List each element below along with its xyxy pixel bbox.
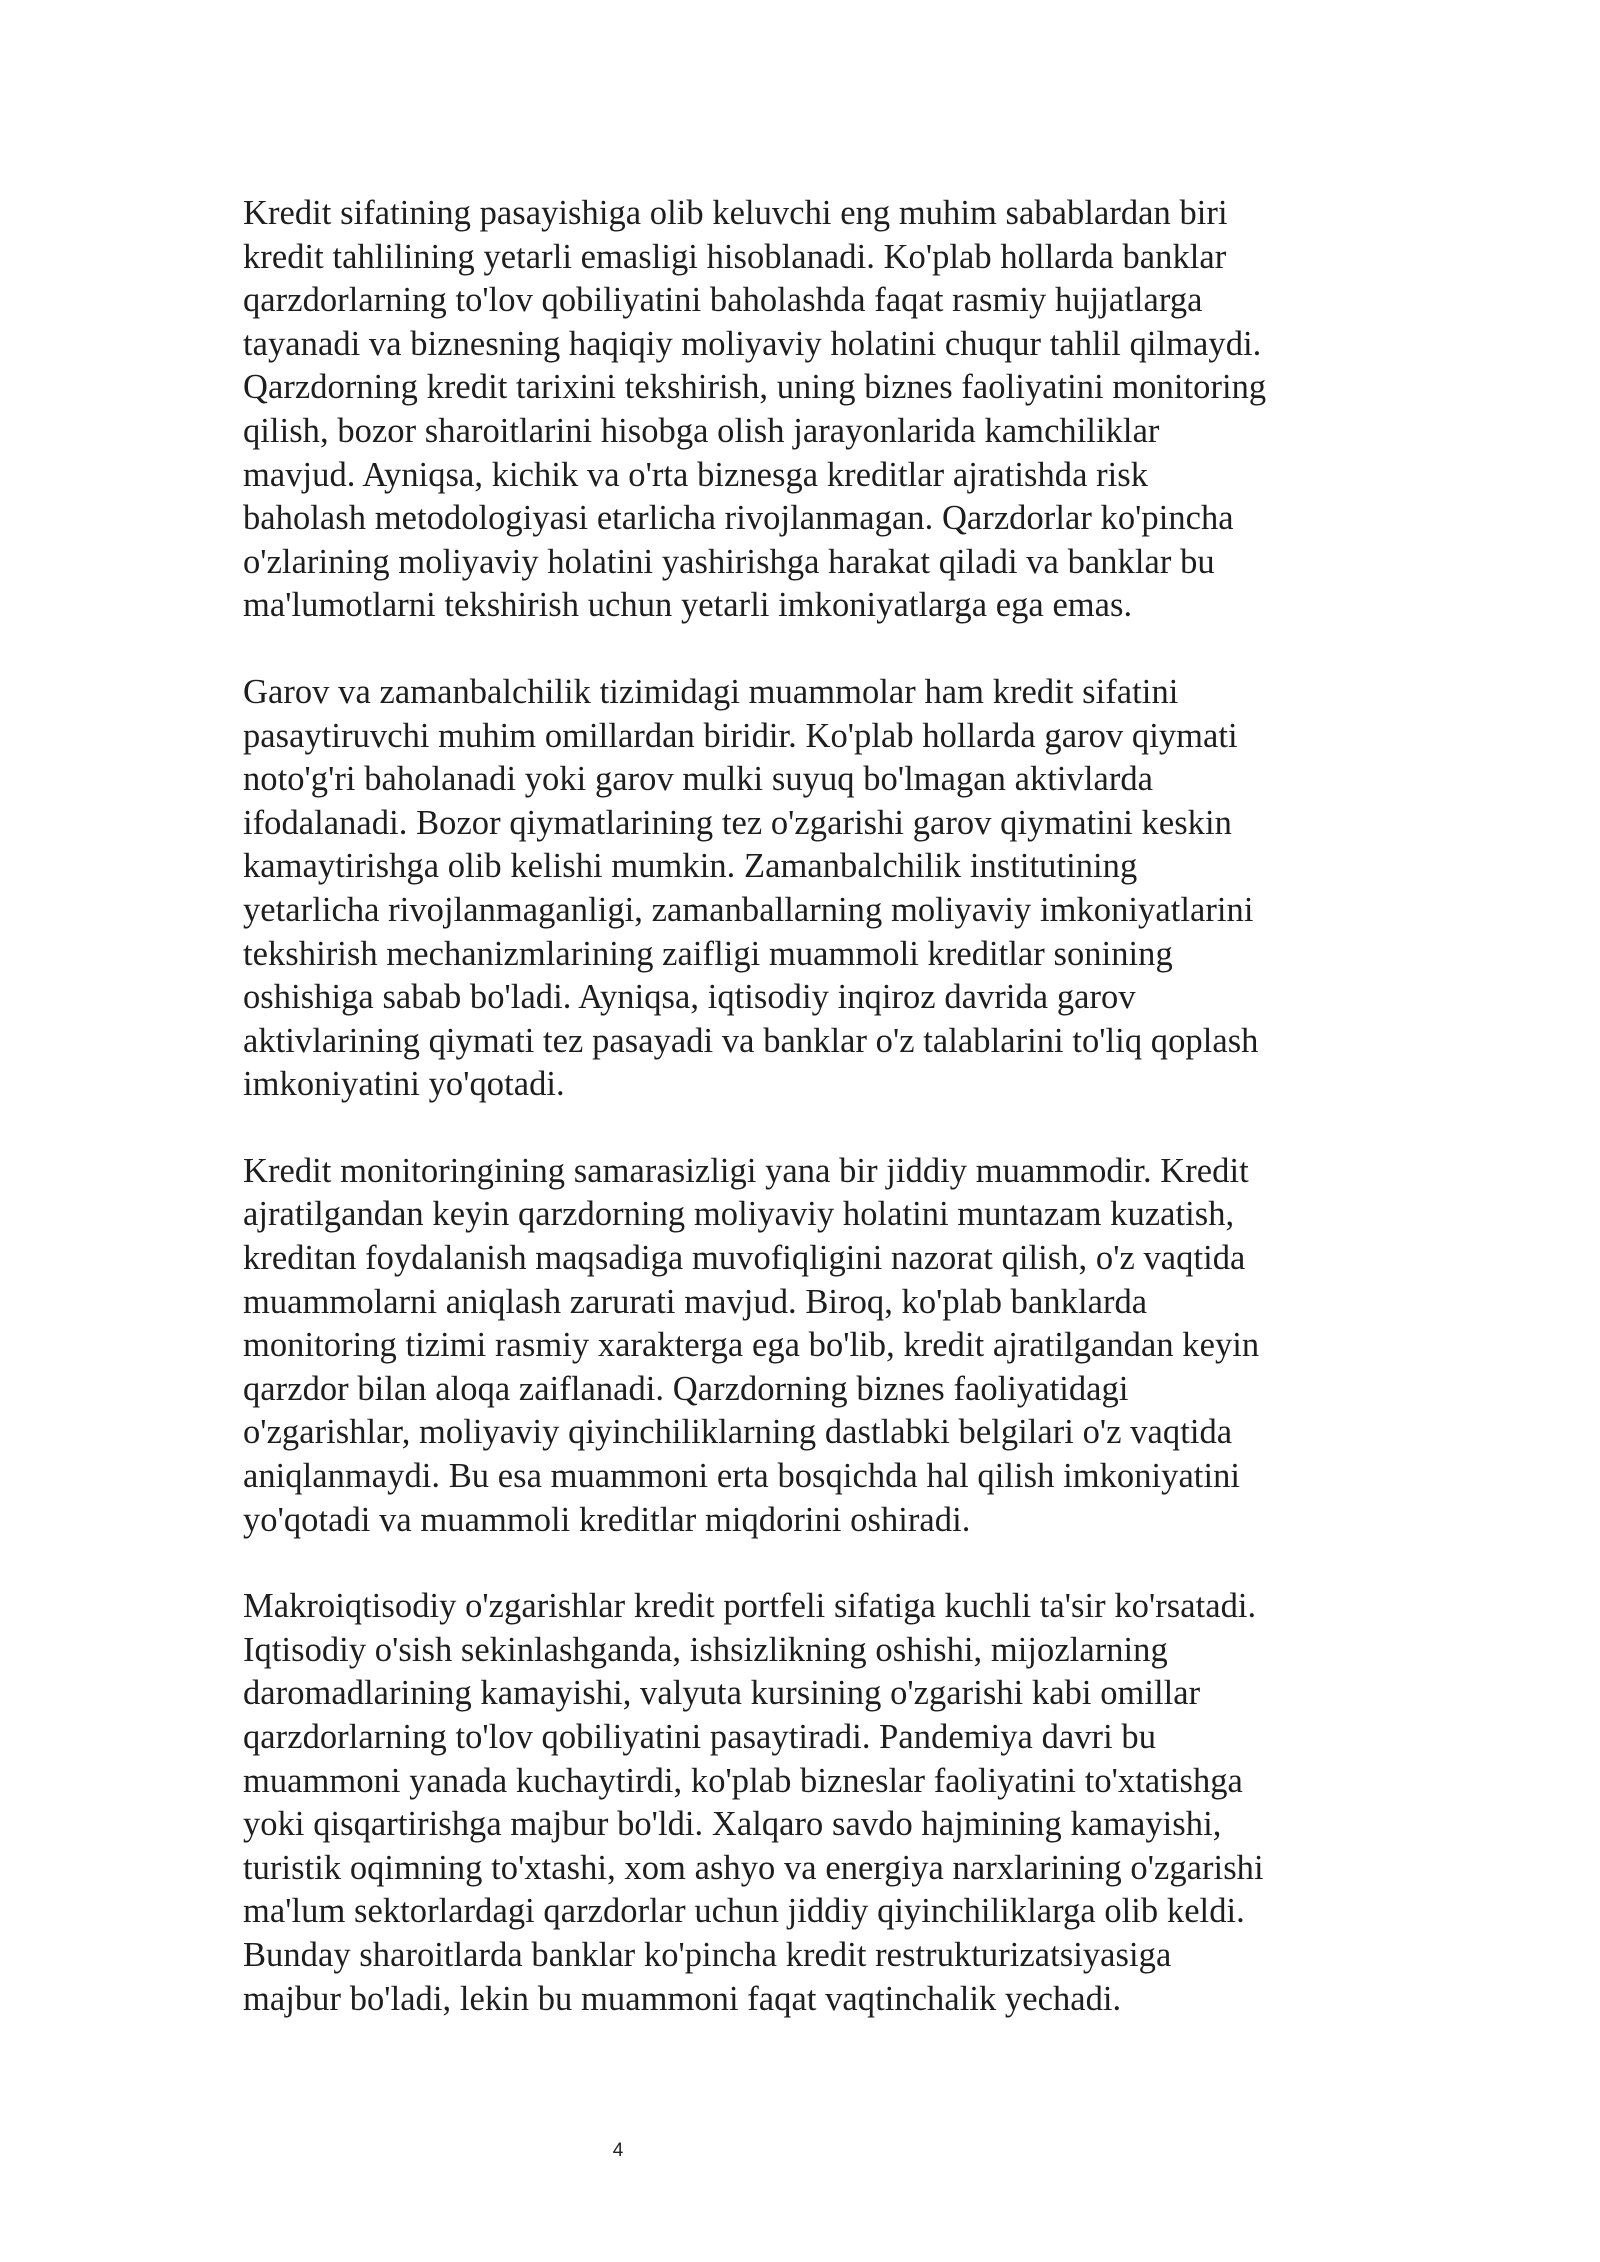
text-line: Kredit sifatining pasayishiga olib keluvchi eng muhim sabablardan biri [243, 194, 1228, 232]
text-line: Garov va zamanbalchilik tizimidagi muammolar ham kredit sifatini [243, 672, 1179, 711]
text-line: ifodalanadi. Bozor qiymatlarining tez o'zgarishi garov qiymatini keskin [243, 803, 1232, 842]
text-line: o'zlarining moliyaviy holatini yashirishga harakat qiladi va banklar bu [243, 542, 1215, 581]
text-line: ma'lum sektorlardagi qarzdorlar uchun jiddiy qiyinchiliklarga olib keldi. [243, 1892, 1245, 1931]
body-text [243, 192, 1423, 2064]
text-line: Kredit monitoringining samarasizligi yana bir jiddiy muammodir. Kredit [243, 1151, 1249, 1190]
text-line: aniqlanmaydi. Bu esa muammoni erta bosqichda hal qilish imkoniyatini [243, 1457, 1241, 1496]
text-line: daromadlarining kamayishi, valyuta kursining o'zgarishi kabi omillar [243, 1674, 1201, 1713]
paragraph-credit-monitoring [243, 1150, 1423, 1542]
text-line: kamaytirishga olib kelishi mumkin. Zamanbalchilik institutining [243, 847, 1138, 886]
paragraph-credit-analysis [243, 192, 1423, 628]
text-line: tayanadi va biznesning haqiqiy moliyaviy holatini chuqur tahlil qilmaydi. [243, 324, 1262, 363]
text-line: qarzdor bilan aloqa zaiflanadi. Qarzdorning biznes faoliyatidagi [243, 1369, 1129, 1408]
text-line: ajratilgandan keyin qarzdorning moliyaviy holatini muntazam kuzatish, [243, 1195, 1235, 1234]
text-line: muammoni yanada kuchaytirdi, ko'plab bizneslar faoliyatini to'xtatishga [243, 1761, 1243, 1800]
paragraph-collateral-guarantee [243, 671, 1423, 1107]
text-line: Iqtisodiy o'sish sekinlashganda, ishsizlikning oshishi, mijozlarning [243, 1630, 1168, 1669]
text-line: monitoring tizimi rasmiy xarakterga ega bo'lib, kredit ajratilgandan keyin [243, 1326, 1260, 1365]
text-line: imkoniyatini yo'qotadi. [243, 1065, 565, 1104]
text-line: muammolarni aniqlash zarurati mavjud. Biroq, ko'plab banklarda [243, 1282, 1148, 1321]
text-line: kreditan foydalanish maqsadiga muvofiqligini nazorat qilish, o'z vaqtida [243, 1239, 1246, 1278]
text-line: majbur bo'ladi, lekin bu muammoni faqat vaqtinchalik yechadi. [243, 1979, 1122, 2018]
text-line: qarzdorlarning to'lov qobiliyatini pasaytiradi. Pandemiya davri bu [243, 1718, 1157, 1756]
text-line: oshishiga sabab bo'ladi. Ayniqsa, iqtisodiy inqiroz davrida garov [243, 978, 1136, 1017]
text-line: mavjud. Ayniqsa, kichik va o'rta biznesga kreditlar ajratishda risk [243, 455, 1149, 494]
text-line: Qarzdorning kredit tarixini tekshirish, uning biznes faoliyatini monitoring [243, 368, 1267, 407]
text-line: pasaytiruvchi muhim omillardan biridir. Ko'plab hollarda garov qiymati [243, 716, 1238, 755]
text-line: kredit tahlilining yetarli emasligi hisoblanadi. Ko'plab hollarda banklar [243, 237, 1227, 276]
text-line: Makroiqtisodiy o'zgarishlar kredit portfeli sifatiga kuchli ta'sir ko'rsatadi. [243, 1587, 1257, 1626]
page-number: 4 [612, 2140, 624, 2161]
text-line: aktivlarining qiymati tez pasayadi va banklar o'z talablarini to'liq qoplash [243, 1021, 1259, 1060]
text-line: Bunday sharoitlarda banklar ko'pincha kredit restrukturizatsiyasiga [243, 1935, 1172, 1974]
text-line: qilish, bozor sharoitlarini hisobga olish jarayonlarida kamchiliklar [243, 411, 1160, 450]
text-line: o'zgarishlar, moliyaviy qiyinchiliklarning dastlabki belgilari o'z vaqtida [243, 1413, 1233, 1452]
text-line: tekshirish mechanizmlarining zaifligi muammoli kreditlar sonining [243, 934, 1173, 973]
text-line: yo'qotadi va muammoli kreditlar miqdorini oshiradi. [243, 1500, 971, 1539]
paragraph-macroeconomic [243, 1585, 1423, 2021]
text-line: ma'lumotlarni tekshirish uchun yetarli imkoniyatlarga ega emas. [243, 586, 1133, 625]
text-line: yetarlicha rivojlanmaganligi, zamanballarning moliyaviy imkoniyatlarini [243, 890, 1254, 929]
text-line: turistik oqimning to'xtashi, xom ashyo va energiya narxlarining o'zgarishi [243, 1848, 1264, 1887]
text-line: yoki qisqartirishga majbur bo'ldi. Xalqaro savdo hajmining kamayishi, [243, 1805, 1222, 1844]
text-line: baholash metodologiyasi etarlicha rivojlanmagan. Qarzdorlar ko'pincha [243, 499, 1234, 538]
text-line: noto'g'ri baholanadi yoki garov mulki suyuq bo'lmagan aktivlarda [243, 760, 1154, 799]
text-line: qarzdorlarning to'lov qobiliyatini baholashda faqat rasmiy hujjatlarga [243, 281, 1203, 320]
